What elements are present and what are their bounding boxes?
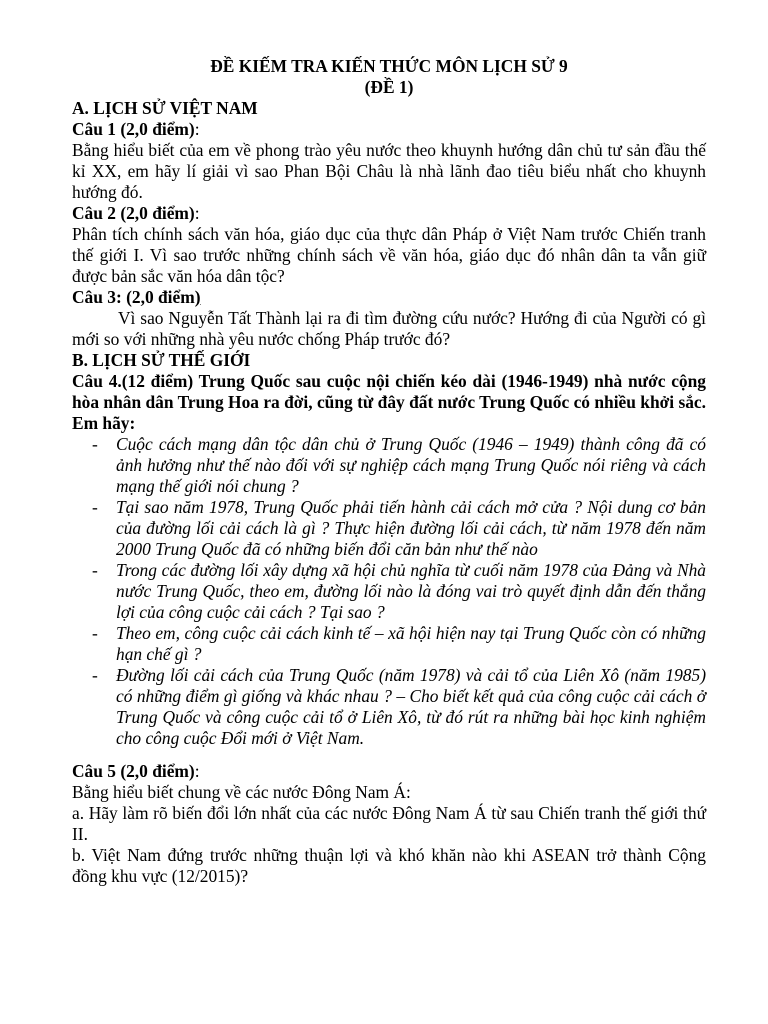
question-2-label: Câu 2 (2,0 điểm) — [72, 203, 195, 223]
page-subtitle: (ĐỀ 1) — [364, 77, 414, 97]
question-3-label: Câu 3: (2,0 điểm — [72, 287, 195, 307]
question-1-colon: : — [194, 119, 200, 139]
dash-bullet: - — [92, 623, 98, 643]
list-item-text: Theo em, công cuộc cải cách kinh tế – xã hội hiện nay tại Trung Quốc còn có những hạn chế gì ? — [116, 623, 706, 664]
question-3-text: Vì sao Nguyễn Tất Thành lại ra đi tìm đường cứu nước? Hướng đi của Người có gì mới so với những nhà yêu nước chống Pháp trước đó? — [72, 308, 706, 349]
question-5-part-b: b. Việt Nam đứng trước những thuận lợi và khó khăn nào khi ASEAN trở thành Cộng đồng khu vực (12/2015)? — [72, 845, 706, 886]
question-3-heading — [72, 287, 706, 308]
question-4-list — [72, 434, 706, 749]
dash-bullet: - — [92, 434, 98, 454]
question-2-colon: : — [194, 203, 200, 223]
question-1-text: Bằng hiểu biết của em về phong trào yêu nước theo khuynh hướng dân chủ tư sản đầu thế kỉ XX, em hãy lí giải vì sao Phan Bội Châu là nhà lãnh đao tiêu biểu nhất cho khuynh hướng đó. — [72, 140, 706, 202]
question-3-paren: ) — [194, 287, 201, 307]
question-4-text: Câu 4.(12 điểm) Trung Quốc sau cuộc nội chiến kéo dài (1946-1949) nhà nước cộng hòa nhân dân Trung Hoa ra đời, cũng từ đây đất nước Trung Quốc có nhiều khởi sắc. Em hãy: — [72, 371, 706, 433]
list-item-text: Tại sao năm 1978, Trung Quốc phải tiến hành cải cách mở cửa ? Nội dung cơ bản của đường lối cải cách là gì ? Thực hiện đường lối cải cách, từ năm 1978 đến năm 2000 Trung Quốc đã có những biến đổi căn bản như thế nào — [116, 497, 706, 559]
question-5-intro: Bằng hiểu biết chung về các nước Đông Nam Á: — [72, 782, 411, 802]
dash-bullet: - — [92, 497, 98, 517]
page-title: ĐỀ KIẾM TRA KIẾN THỨC MÔN LỊCH SỬ 9 — [210, 56, 568, 76]
list-item — [92, 434, 706, 497]
question-5-part-a: a. Hãy làm rõ biến đổi lớn nhất của các nước Đông Nam Á từ sau Chiến tranh thế giới thứ II. — [72, 803, 706, 844]
spacer — [72, 749, 706, 761]
question-5-colon: : — [194, 761, 200, 781]
list-item-text: Trong các đường lối xây dựng xã hội chủ nghĩa từ cuối năm 1978 của Đảng và Nhà nước Trung Quốc, theo em, đường lối nào là đóng vai trò quyết định dẫn đến thắng lợi của công cuộc cải cách ? Tại sao ? — [116, 560, 706, 622]
list-item-text: Đường lối cải cách của Trung Quốc (năm 1978) và cải tổ của Liên Xô (năm 1985) có những điểm gì giống và khác nhau ? – Cho biết kết quả của công cuộc cải cách ở Trung Quốc và công cuộc cải tổ ở Liên Xô, từ đó rút ra những bài học kinh nghiệm cho công cuộc Đổi mới ở Việt Nam. — [116, 665, 706, 748]
question-2-text: Phân tích chính sách văn hóa, giáo dục của thực dân Pháp ở Việt Nam trước Chiến tranh thế giới I. Vì sao trước những chính sách về văn hóa, giáo dục đó nhân dân ta vẫn giữ được bản sắc văn hóa dân tộc? — [72, 224, 706, 286]
question-5-label: Câu 5 (2,0 điểm) — [72, 761, 195, 781]
question-2-heading — [72, 203, 706, 224]
list-item — [92, 497, 706, 560]
dash-bullet: - — [92, 560, 98, 580]
list-item — [92, 560, 706, 623]
list-item-text: Cuộc cách mạng dân tộc dân chủ ở Trung Quốc (1946 – 1949) thành công đã có ảnh hưởng như thế nào đối với sự nghiệp cách mạng Trung Quốc nói riêng và cách mạng thế giới nói chung ? — [116, 434, 706, 496]
question-5-heading — [72, 761, 706, 782]
list-item — [92, 623, 706, 665]
question-1-label: Câu 1 (2,0 điểm) — [72, 119, 195, 139]
question-1-heading — [72, 119, 706, 140]
list-item — [92, 665, 706, 749]
section-a-heading: A. LỊCH SỬ VIỆT NAM — [72, 98, 258, 118]
dash-bullet: - — [92, 665, 98, 685]
section-b-heading: B. LỊCH SỬ THẾ GIỚI — [72, 350, 251, 370]
